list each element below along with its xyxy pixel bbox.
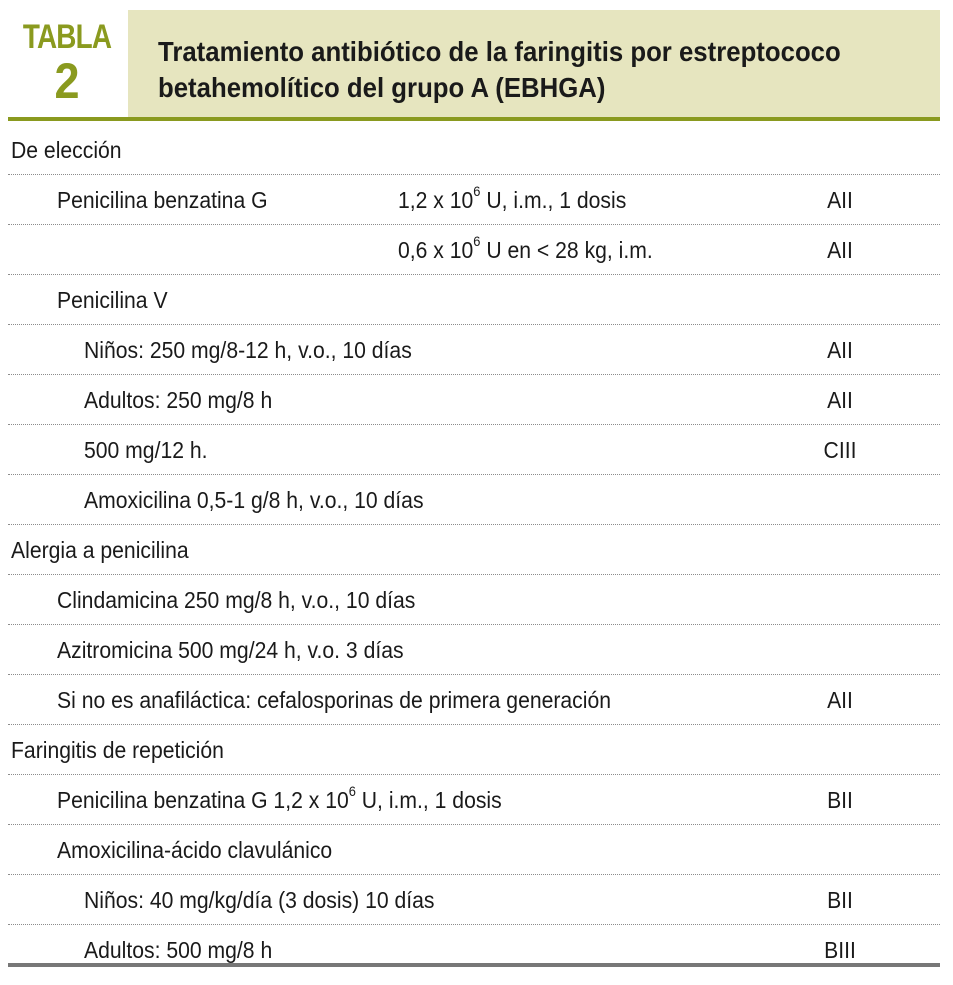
header-rule: [8, 117, 940, 121]
drug-name: Penicilina benzatina G 1,2 x $10^6$ U, i.m., 1 dosis: [57, 783, 502, 813]
section-label: Faringitis de repetición: [11, 737, 224, 763]
dose: Amoxicilina 0,5-1 g/8 h, v.o., 10 días: [84, 487, 424, 513]
section-de-eleccion: [8, 125, 940, 175]
title-line-2: betahemolítico del grupo A (EBHGA): [158, 72, 606, 103]
evidence-grade: BII: [827, 887, 853, 913]
section-label: Alergia a penicilina: [11, 537, 189, 563]
table-row: [8, 775, 940, 825]
table-row: [8, 475, 940, 525]
treatment-table: [8, 125, 940, 981]
title-box: [128, 10, 940, 118]
tabla-label: TABLA: [22, 18, 112, 56]
table-row: [8, 175, 940, 225]
dose: Niños: 250 mg/8-12 h, v.o., 10 días: [84, 337, 412, 363]
dose: 500 mg/12 h.: [84, 437, 208, 463]
title-line-1: Tratamiento antibiótico de la faringitis por estreptococo: [158, 36, 841, 67]
table-row: [8, 425, 940, 475]
drug-name: Si no es anafiláctica: cefalosporinas de primera generación: [57, 687, 612, 713]
dose: Adultos: 250 mg/8 h: [84, 387, 273, 413]
table-row: [8, 225, 940, 275]
evidence-grade: AII: [827, 387, 853, 413]
table-row: [8, 875, 940, 925]
table-row: [8, 275, 940, 325]
drug-name: Amoxicilina-ácido clavulánico: [57, 837, 333, 863]
dose: Niños: 40 mg/kg/día (3 dosis) 10 días: [84, 887, 435, 913]
bottom-rule: [8, 963, 940, 967]
evidence-grade: CIII: [823, 437, 857, 463]
table-row: [8, 325, 940, 375]
drug-name: Clindamicina 250 mg/8 h, v.o., 10 días: [57, 587, 416, 613]
table-row: [8, 375, 940, 425]
table-number-box: [8, 10, 126, 118]
section-label: De elección: [11, 137, 122, 163]
drug-name: Penicilina benzatina G: [57, 187, 268, 213]
dose: Adultos: 500 mg/8 h: [84, 937, 273, 963]
evidence-grade: AII: [827, 687, 853, 713]
evidence-grade: AII: [827, 237, 853, 263]
evidence-grade: BII: [827, 787, 853, 813]
drug-name: Penicilina V: [57, 287, 168, 313]
tabla-number: 2: [54, 53, 80, 109]
table-header: [8, 10, 940, 118]
dose: 1,2 x $10^6$ U, i.m., 1 dosis: [398, 183, 627, 213]
section-faringitis-repeticion: [8, 725, 940, 775]
table-row: [8, 925, 940, 981]
table-row: [8, 625, 940, 675]
dose: 0,6 x $10^6$ U en < 28 kg, i.m.: [398, 233, 653, 263]
table-row: [8, 675, 940, 725]
table-title: [158, 34, 876, 106]
evidence-grade: AII: [827, 337, 853, 363]
evidence-grade: AII: [827, 187, 853, 213]
evidence-grade: BIII: [824, 937, 856, 963]
table-row: [8, 825, 940, 875]
section-alergia: [8, 525, 940, 575]
table-row: [8, 575, 940, 625]
drug-name: Azitromicina 500 mg/24 h, v.o. 3 días: [57, 637, 404, 663]
